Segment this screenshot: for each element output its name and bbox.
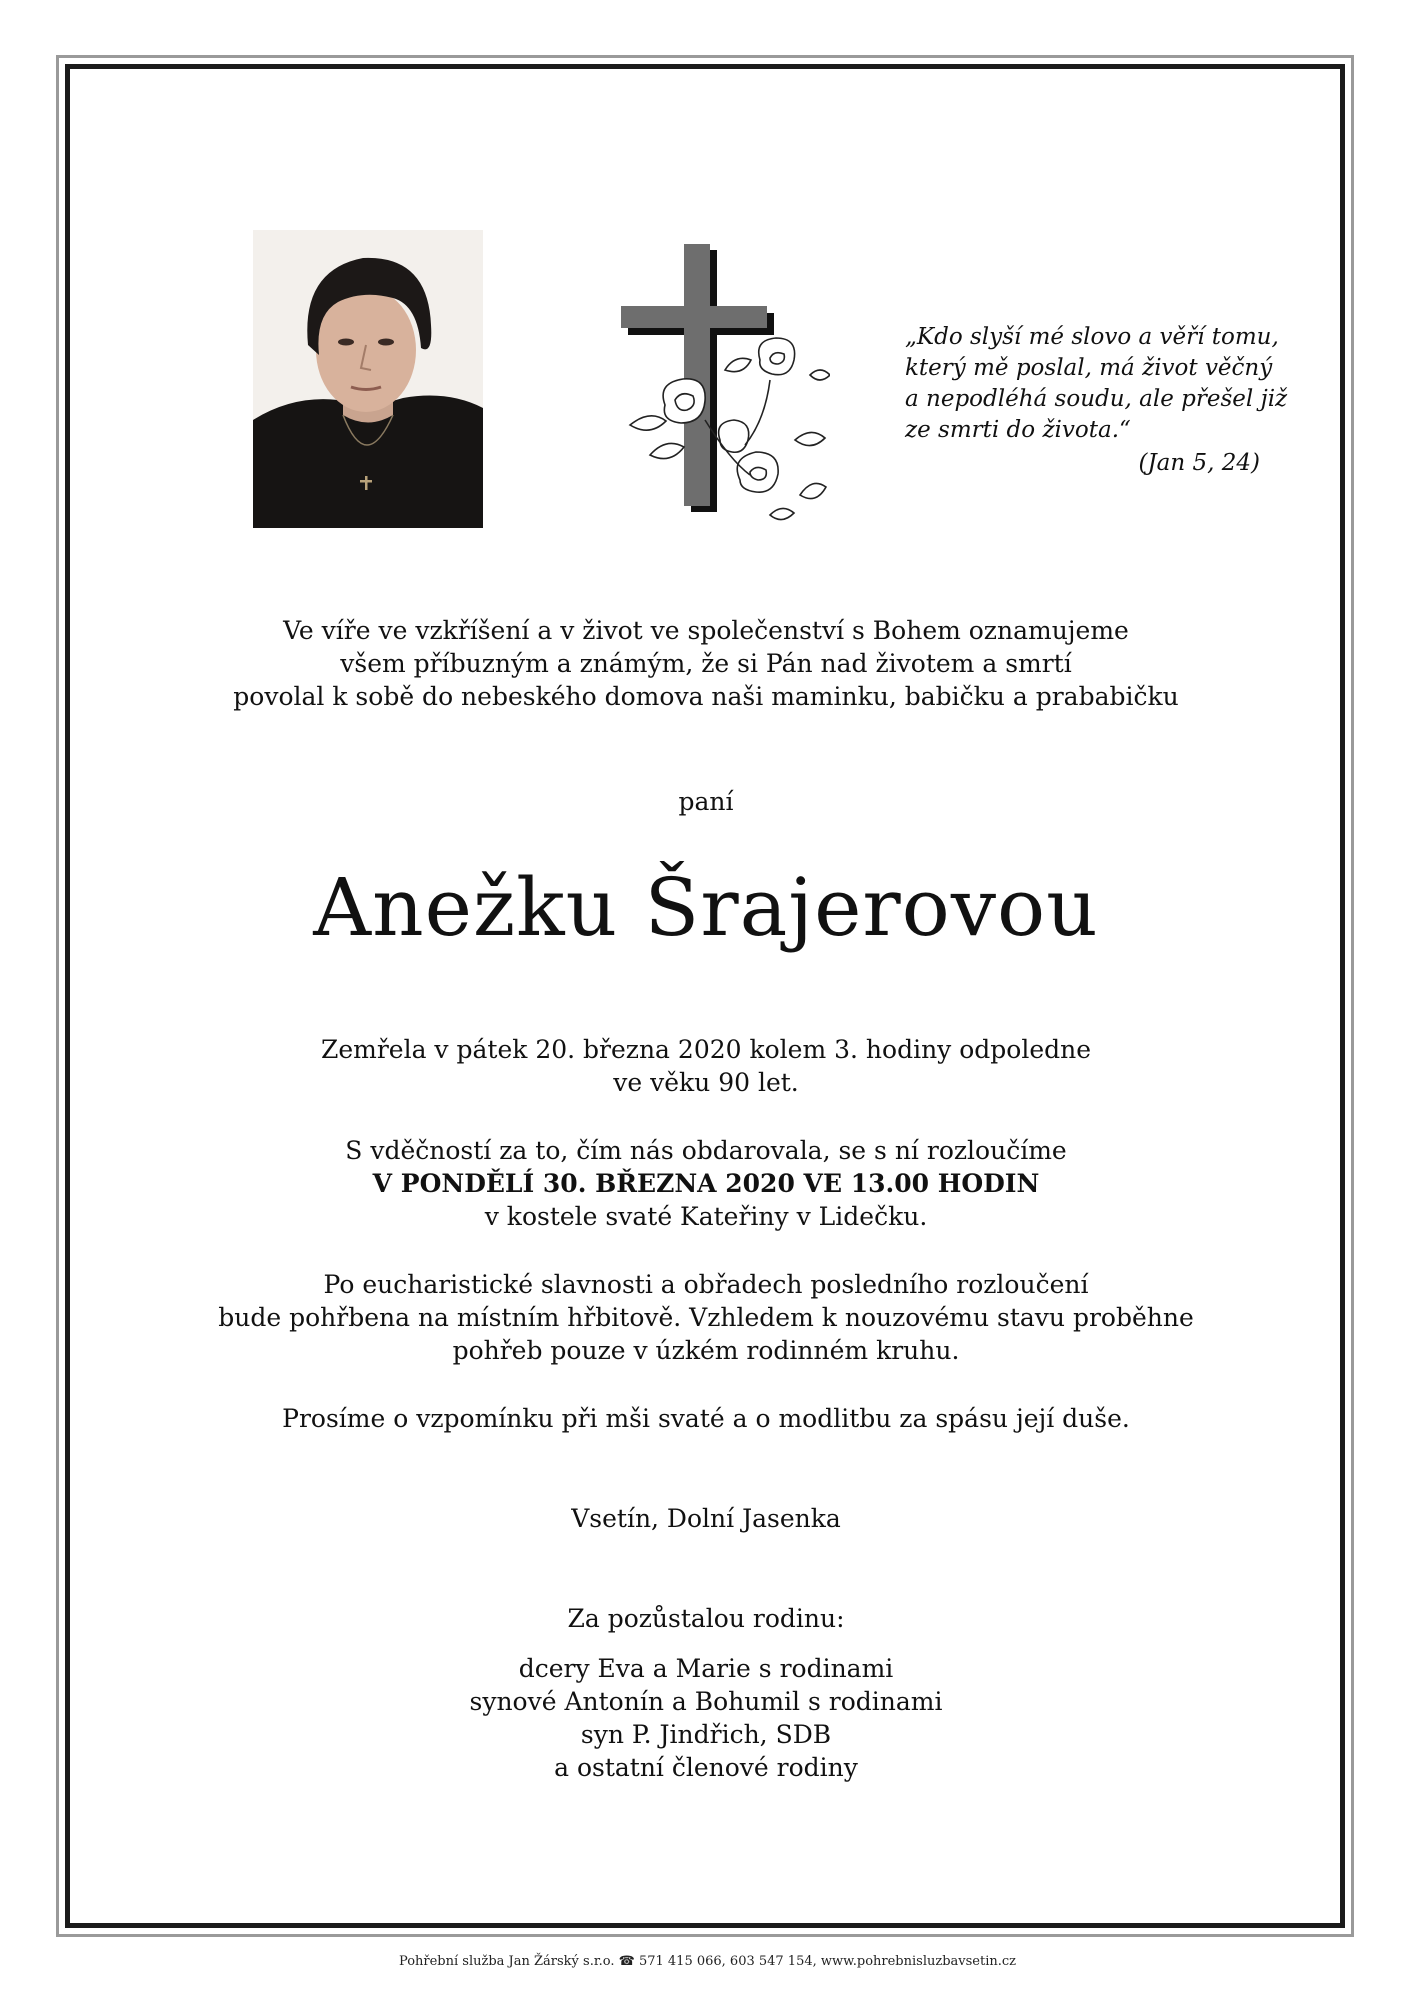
- quote-line: ze smrti do života.“: [905, 417, 1131, 443]
- footer-phones: 571 415 066, 603 547 154,: [638, 1954, 817, 1969]
- phone-icon: ☎: [618, 1954, 639, 1969]
- quote-line: který mě poslal, má život věčný: [905, 355, 1273, 381]
- farewell-place: v kostele svaté Kateřiny v Lidečku.: [484, 1202, 928, 1231]
- quote-reference: (Jan 5, 24): [1138, 450, 1260, 476]
- family-heading: [66, 1602, 1346, 1635]
- footer-website[interactable]: www.pohrebnisluzbavsetin.cz: [820, 1954, 1017, 1969]
- family-line: synové Antonín a Bohumil s rodinami: [469, 1687, 943, 1716]
- death-info-line: Zemřela v pátek 20. března 2020 kolem 3. hodiny odpoledne: [320, 1035, 1092, 1064]
- portrait-photo: [253, 230, 483, 528]
- deceased-name: Anežku Šrajerovou: [313, 861, 1099, 954]
- death-info-line: ve věku 90 let.: [613, 1068, 799, 1097]
- salutation-text: paní: [678, 787, 734, 816]
- cross-with-roses-icon: [620, 240, 830, 540]
- announcement-text: [66, 614, 1346, 713]
- burial-line: Po eucharistické slavnosti a obřadech posledního rozloučení: [323, 1270, 1089, 1299]
- announcement-line: Ve víře ve vzkříšení a v život ve společenství s Bohem oznamujeme: [283, 616, 1129, 645]
- bible-quote: [905, 322, 1288, 479]
- family-heading-text: Za pozůstalou rodinu:: [567, 1604, 845, 1633]
- family-line: dcery Eva a Marie s rodinami: [518, 1654, 894, 1683]
- announcement-line: všem příbuzným a známým, že si Pán nad životem a smrtí: [340, 649, 1072, 678]
- footer-company: Pohřební služba Jan Žárský s.r.o.: [398, 1954, 615, 1969]
- location-text: Vsetín, Dolní Jasenka: [571, 1504, 841, 1533]
- family-list: [66, 1652, 1346, 1784]
- farewell-datetime: V PONDĚLÍ 30. BŘEZNA 2020 VE 13.00 HODIN: [372, 1169, 1040, 1198]
- footer: [0, 1954, 1415, 1969]
- prayer-request: [66, 1402, 1346, 1435]
- quote-line: a nepodléhá soudu, ale přešel již: [905, 386, 1288, 412]
- burial-info: [66, 1268, 1346, 1367]
- farewell-info: [66, 1134, 1346, 1233]
- location: [66, 1502, 1346, 1535]
- family-line: a ostatní členové rodiny: [554, 1753, 858, 1782]
- family-line: syn P. Jindřich, SDB: [580, 1720, 832, 1749]
- salutation: [66, 785, 1346, 818]
- prayer-request-text: Prosíme o vzpomínku při mši svaté a o modlitbu za spásu její duše.: [282, 1404, 1130, 1433]
- announcement-line: povolal k sobě do nebeského domova naši maminku, babičku a prababičku: [233, 682, 1179, 711]
- quote-line: „Kdo slyší mé slovo a věří tomu,: [905, 324, 1279, 350]
- farewell-intro: S vděčností za to, čím nás obdarovala, se s ní rozloučíme: [345, 1136, 1067, 1165]
- burial-line: pohřeb pouze v úzkém rodinném kruhu.: [452, 1336, 960, 1365]
- death-info: [66, 1033, 1346, 1099]
- burial-line: bude pohřbena na místním hřbitově. Vzhledem k nouzovému stavu proběhne: [218, 1303, 1194, 1332]
